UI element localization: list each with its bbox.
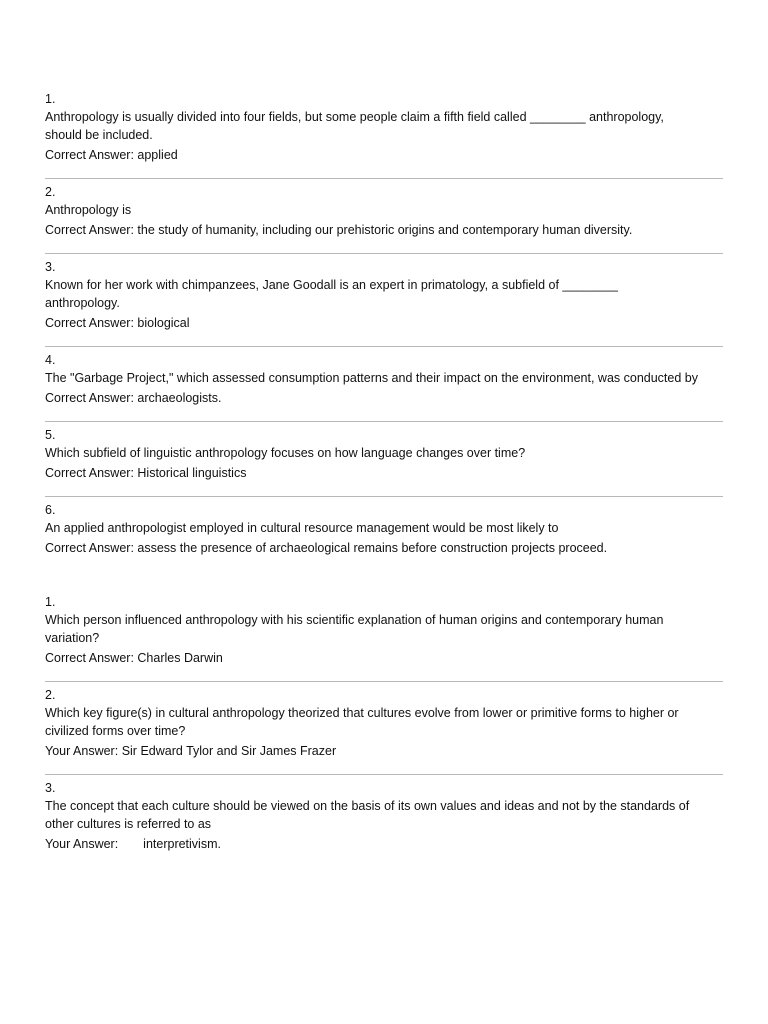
answer-label: Correct Answer: [45, 148, 134, 162]
answer-line [45, 539, 723, 557]
question-block-5 [45, 426, 723, 482]
question-number: 1. [45, 92, 56, 106]
question-text: The concept that each culture should be viewed on the basis of its own values and ideas and not by the standards of other cultures is referred to as [45, 799, 690, 831]
answer-text: interpretivism. [143, 837, 221, 851]
answer-text: assess the presence of archaeological remains before construction projects proceed. [137, 541, 608, 555]
question-text: Which person influenced anthropology with his scientific explanation of human origins and contemporary human variation? [45, 613, 664, 645]
answer-text: applied [137, 148, 178, 162]
question-text: The "Garbage Project," which assessed consumption patterns and their impact on the environment, was conducted by [45, 371, 698, 385]
answer-label: Correct Answer: [45, 541, 134, 555]
answer-text: Charles Darwin [137, 651, 223, 665]
answer-line [45, 314, 723, 332]
divider [45, 774, 723, 775]
answer-line [45, 742, 723, 760]
answer-label: Correct Answer: [45, 466, 134, 480]
divider [45, 253, 723, 254]
divider [45, 178, 723, 179]
answer-line [45, 146, 723, 164]
answer-text: biological [137, 316, 190, 330]
question-block-9 [45, 779, 723, 853]
question-text: Known for her work with chimpanzees, Jane Goodall is an expert in primatology, a subfield of ________ anthropology. [45, 278, 619, 310]
answer-line [45, 389, 723, 407]
answer-text: archaeologists. [137, 391, 222, 405]
question-block-7 [45, 593, 723, 667]
question-block-8 [45, 686, 723, 760]
answer-label: Correct Answer: [45, 223, 134, 237]
question-block-2 [45, 183, 723, 239]
divider [45, 681, 723, 682]
answer-text: Historical linguistics [137, 466, 247, 480]
divider [45, 496, 723, 497]
question-number: 2. [45, 688, 56, 702]
answer-label: Your Answer: [45, 837, 119, 851]
question-number: 3. [45, 781, 56, 795]
answer-line [45, 464, 723, 482]
answer-line [45, 649, 723, 667]
answer-text: the study of humanity, including our prehistoric origins and contemporary human diversity. [137, 223, 633, 237]
answer-label: Correct Answer: [45, 391, 134, 405]
question-number: 4. [45, 353, 56, 367]
answer-line [45, 221, 723, 239]
question-number: 1. [45, 595, 56, 609]
question-block-6 [45, 501, 723, 557]
divider [45, 421, 723, 422]
answer-label: Correct Answer: [45, 651, 134, 665]
question-block-3 [45, 258, 723, 332]
question-number: 2. [45, 185, 56, 199]
quiz-page [45, 90, 723, 853]
question-block-1 [45, 90, 723, 164]
answer-label: Correct Answer: [45, 316, 134, 330]
question-number: 3. [45, 260, 56, 274]
question-text: Anthropology is [45, 203, 132, 217]
divider [45, 346, 723, 347]
question-text: Which subfield of linguistic anthropology focuses on how language changes over time? [45, 446, 526, 460]
answer-text: Sir Edward Tylor and Sir James Frazer [121, 744, 337, 758]
question-text: Anthropology is usually divided into four fields, but some people claim a fifth field called ________ anthropology, should be included. [45, 110, 664, 142]
quiz-section-1 [45, 90, 723, 557]
question-text: Which key figure(s) in cultural anthropology theorized that cultures evolve from lower or primitive forms to higher or civilized forms over time? [45, 706, 679, 738]
answer-line [45, 835, 723, 853]
question-text: An applied anthropologist employed in cultural resource management would be most likely to [45, 521, 559, 535]
question-number: 6. [45, 503, 56, 517]
question-number: 5. [45, 428, 56, 442]
answer-label: Your Answer: [45, 744, 119, 758]
quiz-section-2 [45, 593, 723, 853]
question-block-4 [45, 351, 723, 407]
